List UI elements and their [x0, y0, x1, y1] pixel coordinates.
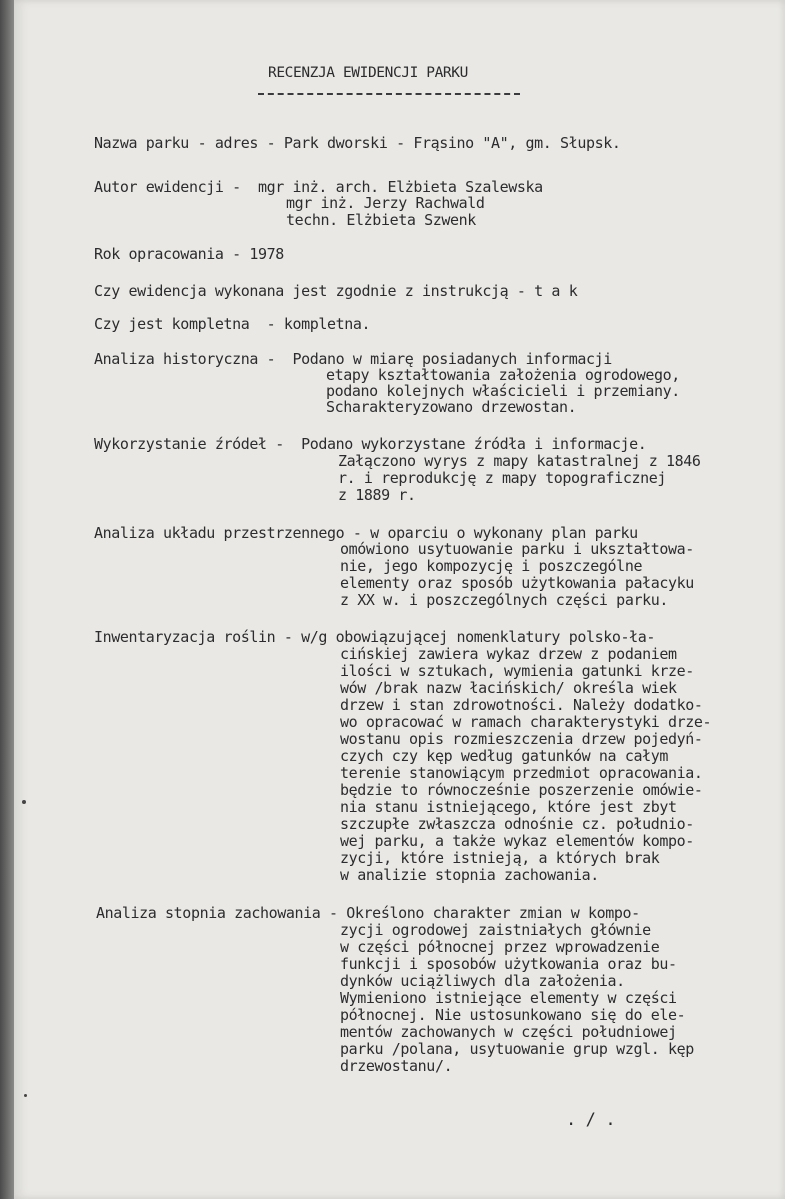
text-line: Analiza historyczna - Podano w miarę posiadanych informacji [94, 350, 612, 368]
text-line: dynków uciążliwych dla założenia. [340, 972, 625, 990]
text-line: techn. Elżbieta Szwenk [286, 211, 476, 229]
text-line: czych czy kęp według gatunków na całym [340, 747, 668, 765]
text-line: elementy oraz sposób użytkowania pałacyku [340, 574, 694, 592]
text-line: Nazwa parku - adres - Park dworski - Frąsino "A", gm. Słupsk. [94, 134, 621, 152]
text-line: drzew i stan zdrowotności. Należy dodatko- [340, 696, 703, 714]
text-line: mentów zachowanych w części południowej [340, 1023, 677, 1041]
text-line: Wymieniono istniejące elementy w części [340, 989, 677, 1007]
text-line: Rok opracowania - 1978 [94, 245, 284, 263]
text-line: terenie stanowiącym przedmiot opracowania. [340, 764, 703, 782]
text-line: wów /brak nazw łacińskich/ określa wiek [340, 679, 677, 697]
paper-speck [24, 1094, 27, 1097]
text-line: wo opracować w ramach charakterystyki drze- [340, 713, 712, 731]
text-line: Analiza stopnia zachowania - Określono charakter zmian w kompo- [96, 904, 640, 922]
title-underline [258, 93, 520, 95]
text-line: w analizie stopnia zachowania. [340, 866, 599, 884]
text-line: ilości w sztukach, wymienia gatunki krze- [340, 662, 694, 680]
text-line: w części północnej przez wprowadzenie [340, 938, 660, 956]
text-line: Wykorzystanie źródeł - Podano wykorzystane źródła i informacje. [94, 435, 647, 453]
text-line: wej parku, a także wykaz elementów kompo- [340, 832, 694, 850]
text-line: etapy kształtowania założenia ogrodowego, [326, 366, 680, 384]
text-line: Załączono wyrys z mapy katastralnej z 1846 [338, 452, 701, 470]
text-line: będzie to równocześnie poszerzenie omówie- [340, 781, 703, 799]
text-line: r. i reprodukcję z mapy topograficznej [338, 469, 666, 487]
text-line: drzewostanu/. [340, 1057, 453, 1075]
text-line: nie, jego kompozycję i poszczególne [340, 557, 643, 575]
text-line: Analiza układu przestrzennego - w oparciu o wykonany plan parku [94, 524, 638, 542]
text-line: Czy ewidencja wykonana jest zgodnie z instrukcją - t a k [94, 282, 578, 300]
text-line: podano kolejnych właścicieli i przemiany. [326, 382, 680, 400]
document-title: RECENZJA EWIDENCJI PARKU [268, 65, 468, 81]
text-line: nia stanu istniejącego, które jest zbyt [340, 798, 677, 816]
text-line: funkcji i sposobów użytkowania oraz bu- [340, 955, 677, 973]
text-line: zycji ogrodowej zaistniałych głównie [340, 921, 651, 939]
text-line: mgr inż. Jerzy Rachwald [286, 194, 485, 212]
text-line: z XX w. i poszczególnych części parku. [340, 591, 668, 609]
text-line: wostanu opis rozmieszczenia drzew pojedyń- [340, 730, 703, 748]
text-line: Inwentaryzacja roślin - w/g obowiązującej nomenklatury polsko-ła- [94, 628, 655, 646]
text-line: cińskiej zawiera wykaz drzew z podaniem [340, 645, 677, 663]
page-continuation-mark: . / . [566, 1110, 616, 1130]
text-line: Scharakteryzowano drzewostan. [326, 398, 577, 416]
text-line: omówiono usytuowanie parku i ukształtowa- [340, 540, 694, 558]
text-line: Autor ewidencji - mgr inż. arch. Elżbieta Szalewska [94, 178, 543, 196]
text-line: z 1889 r. [338, 486, 416, 504]
text-line: zycji, które istnieją, a których brak [340, 849, 660, 867]
text-line: północnej. Nie ustosunkowano się do ele- [340, 1006, 686, 1024]
text-line: Czy jest kompletna - kompletna. [94, 315, 371, 333]
paper-speck [22, 800, 26, 804]
text-line: parku /polana, usytuowanie grup wzgl. kęp [340, 1040, 694, 1058]
text-line: szczupłe zwłaszcza odnośnie cz. południo- [340, 815, 694, 833]
